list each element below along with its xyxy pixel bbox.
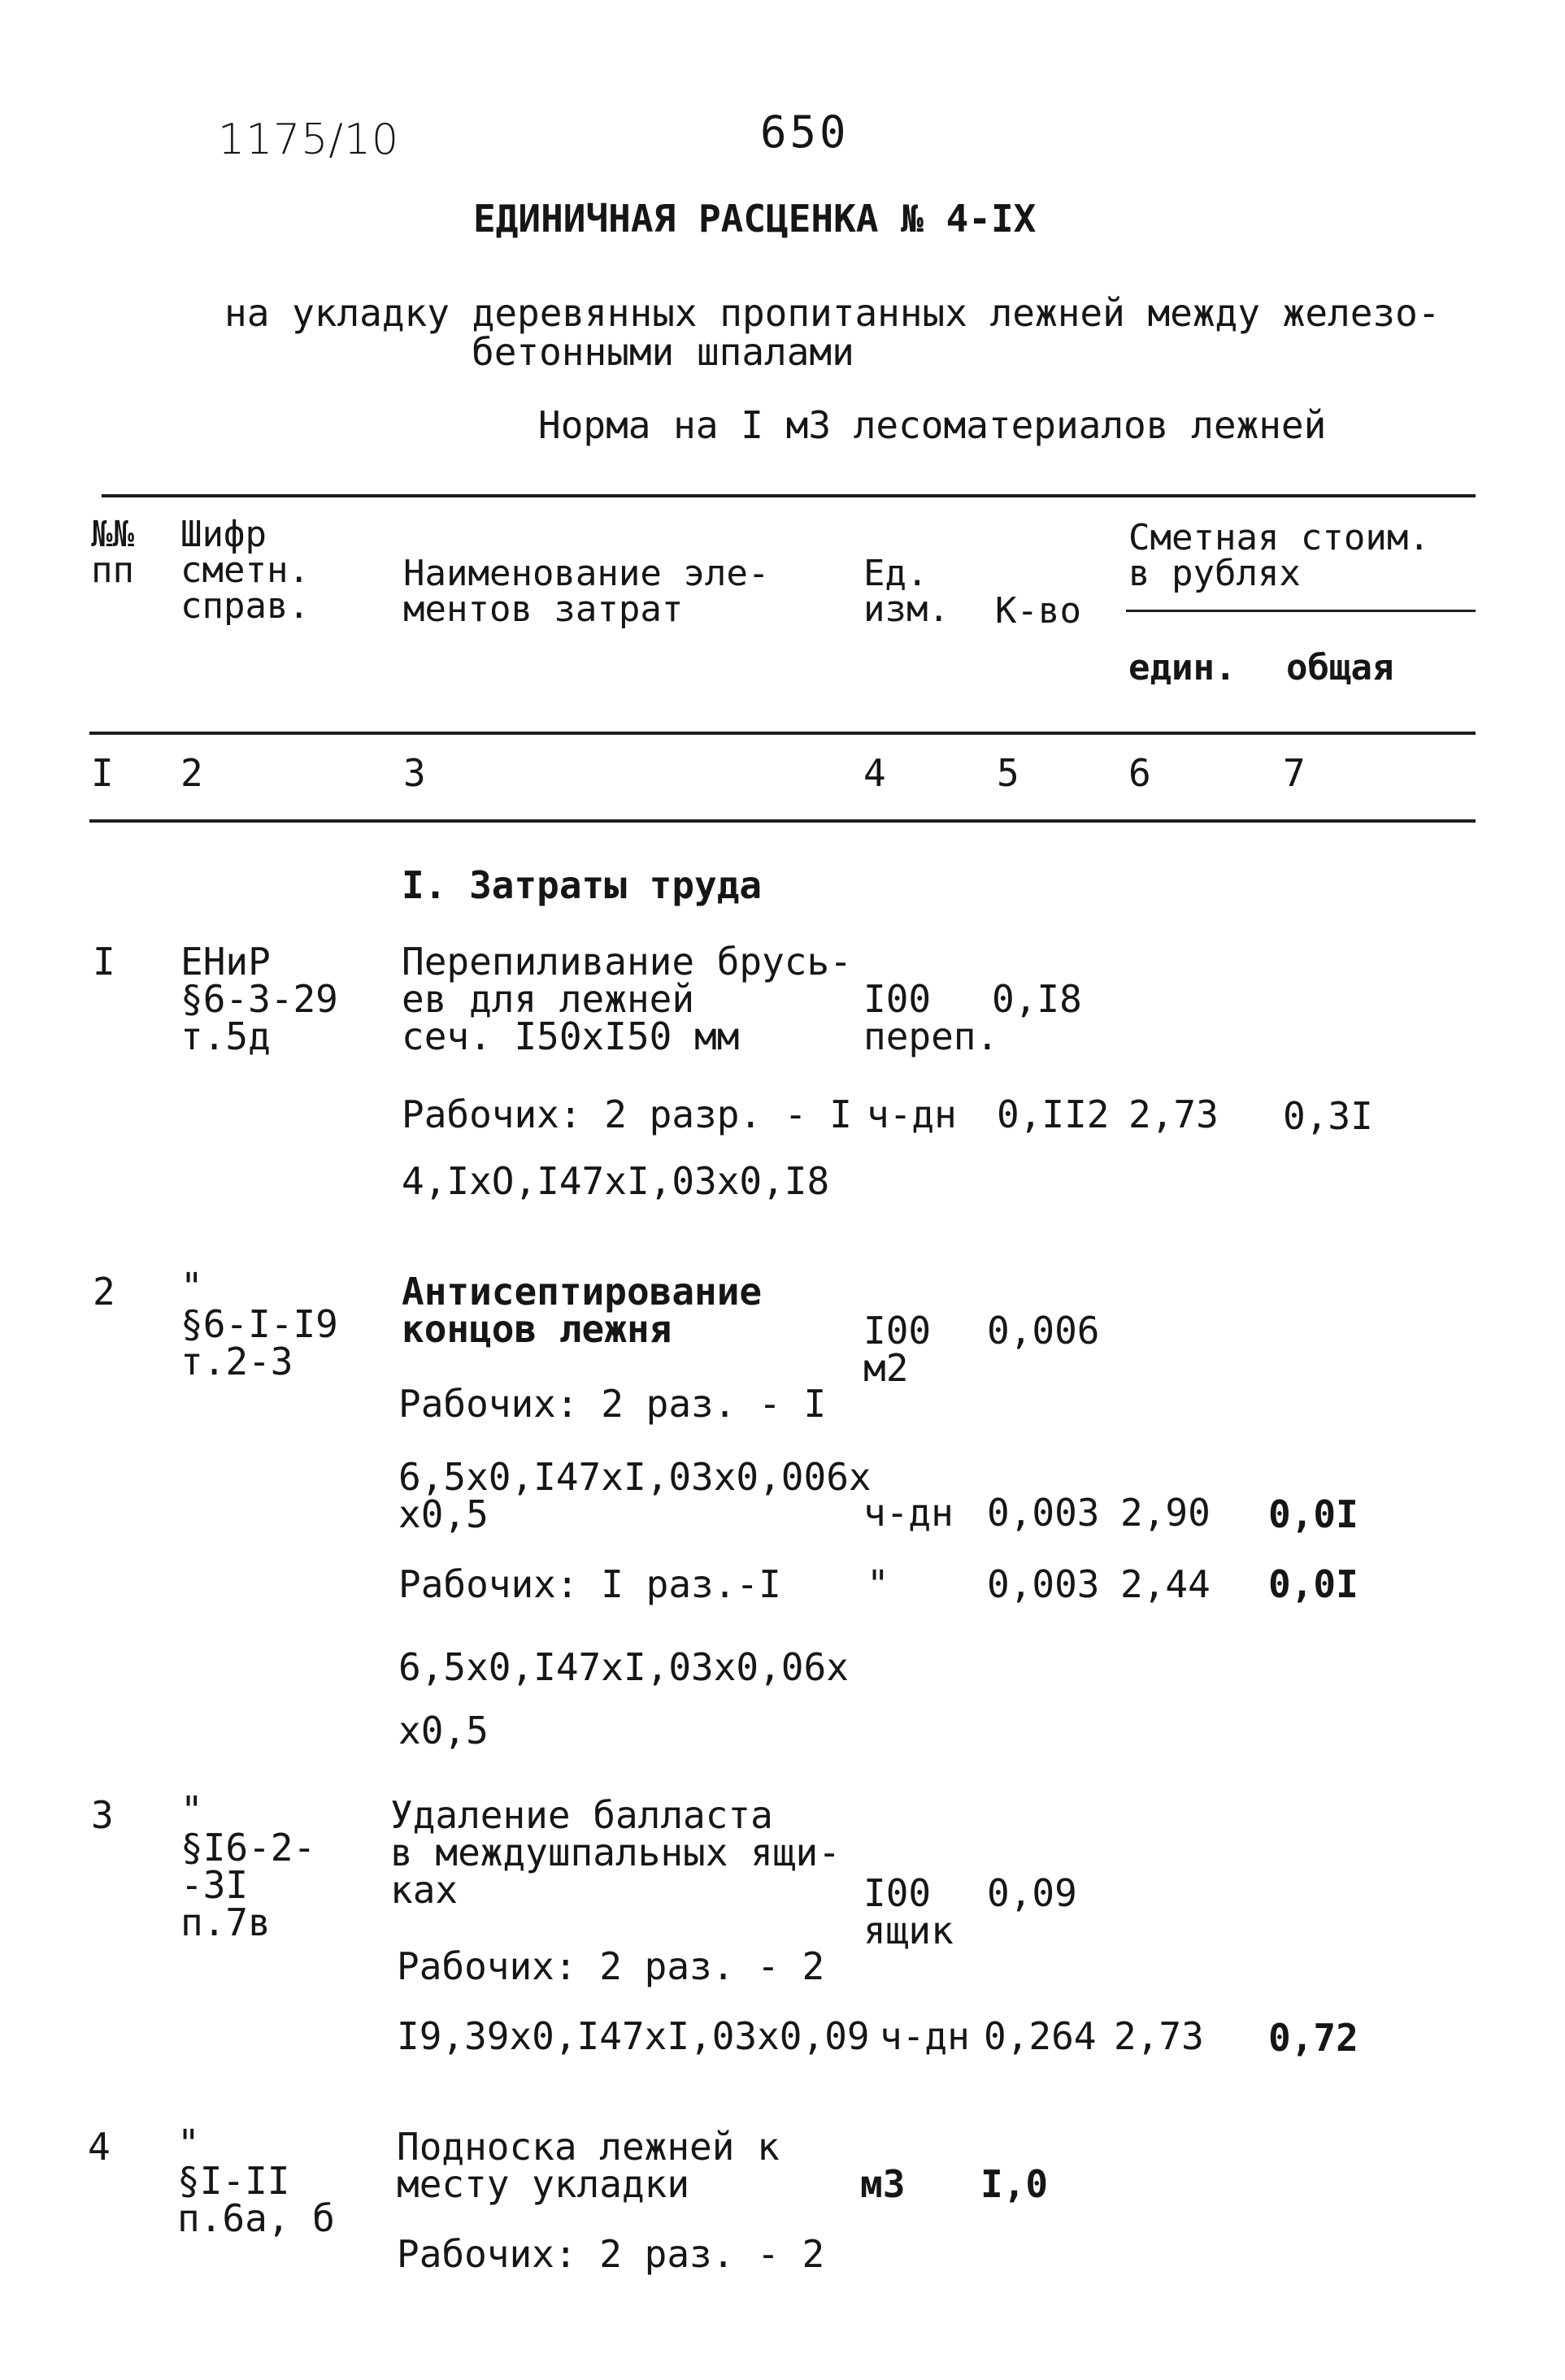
- col-number: 7: [1283, 751, 1306, 795]
- formula-qty: 0,003: [987, 1491, 1100, 1535]
- col-number: 4: [863, 751, 886, 795]
- item-unit: I00 переп.: [863, 977, 999, 1058]
- formula: I9,39x0,I47xI,03x0,09: [397, 2014, 870, 2058]
- worker-line: Рабочих: 2 разр. - I: [402, 1092, 852, 1136]
- header-qty: К-во: [995, 590, 1081, 632]
- norm-line: Норма на I м3 лесоматериалов лежней: [538, 403, 1327, 447]
- formula-total: 0,72: [1268, 2016, 1359, 2060]
- worker-line: Рабочих: 2 раз. - I: [398, 1382, 827, 1426]
- handwritten-code: 1175/10: [218, 115, 400, 164]
- item-num: I: [93, 940, 115, 984]
- item-num: 3: [91, 1793, 114, 1837]
- item-name: Подноска лежней к месту укладки: [397, 2125, 780, 2206]
- item-num: 4: [88, 2125, 111, 2169]
- worker-qty: 0,003: [987, 1562, 1100, 1606]
- item-name: Антисептирование концов лежня: [402, 1270, 763, 1351]
- formula-unit: ч-дн: [880, 2014, 970, 2058]
- formula-total: 0,0I: [1268, 1492, 1359, 1536]
- header-cost-unit: един.: [1128, 647, 1237, 688]
- item-code: " §I6-2- -3I п.7в: [180, 1788, 316, 1944]
- item-unit: м3: [860, 2162, 906, 2206]
- header-bottom-rule: [89, 732, 1476, 735]
- page-number: 650: [760, 106, 850, 158]
- col-numbers-rule: [89, 819, 1476, 823]
- col-number: 3: [403, 751, 426, 795]
- item-qty: 0,006: [987, 1309, 1100, 1353]
- item-name: Удаление балласта в междушпальных ящи- ках: [390, 1793, 841, 1912]
- item-num: 2: [93, 1270, 115, 1314]
- col-number: 2: [180, 751, 203, 795]
- worker-total: 0,0I: [1268, 1562, 1359, 1606]
- formula-qty: 0,264: [984, 2014, 1097, 2058]
- formula-price: 2,73: [1114, 2014, 1204, 2058]
- section-heading: I. Затраты труда: [402, 863, 763, 907]
- cost-group-rule: [1126, 610, 1476, 612]
- item-code: " §6-I-I9 т.2-3: [180, 1265, 338, 1383]
- ditto-mark: ": [867, 1562, 889, 1606]
- item-name: Перепиливание брусь- ев для лежней сеч. I50xI50 мм: [402, 940, 852, 1058]
- worker-qty: 0,II2: [997, 1092, 1110, 1136]
- formula-unit: ч-дн: [863, 1491, 954, 1535]
- formula: 4,IxO,I47xI,03x0,I8: [402, 1159, 830, 1203]
- header-num: №№ пп: [91, 514, 134, 591]
- formula: 6,5x0,I47xI,03x0,06x x0,5: [398, 1645, 849, 1753]
- formula: 6,5x0,I47xI,03x0,006x x0,5: [398, 1455, 872, 1536]
- col-number: 5: [997, 751, 1019, 795]
- worker-price: 2,73: [1128, 1092, 1219, 1136]
- worker-line: Рабочих: 2 раз. - 2: [397, 1944, 825, 1988]
- subtitle-line-1: на укладку деревянных пропитанных лежней между железо-: [224, 291, 1441, 335]
- item-code: ЕНиР §6-3-29 т.5д: [180, 940, 338, 1058]
- item-unit: I00 м2: [863, 1309, 932, 1390]
- header-cost-group: Сметная стоим. в рублях: [1128, 517, 1430, 594]
- worker-total: 0,3I: [1283, 1094, 1373, 1138]
- item-code: " §I-II п.6а, б: [177, 2122, 335, 2240]
- worker-line: Рабочих: 2 раз. - 2: [397, 2232, 825, 2276]
- worker-line: Рабочих: I раз.-I: [398, 1562, 781, 1606]
- document-title: ЕДИНИЧНАЯ РАСЦЕНКА № 4-IX: [473, 197, 1037, 241]
- header-code: Шифр сметн. справ.: [180, 514, 310, 627]
- subtitle-line-2: бетонными шпалами: [472, 330, 854, 374]
- item-unit: I00 ящик: [863, 1871, 954, 1952]
- table-top-rule: [102, 494, 1476, 497]
- item-qty: 0,09: [987, 1871, 1077, 1915]
- header-name: Наименование эле- ментов затрат: [403, 553, 770, 630]
- header-cost-total: общая: [1286, 647, 1394, 688]
- item-qty: I,0: [980, 2162, 1049, 2206]
- item-qty: 0,I8: [992, 977, 1082, 1021]
- formula-price: 2,90: [1120, 1491, 1211, 1535]
- col-number: I: [91, 751, 114, 795]
- worker-price: 2,44: [1120, 1562, 1211, 1606]
- header-unit: Ед. изм.: [863, 553, 950, 630]
- col-number: 6: [1128, 751, 1151, 795]
- worker-unit: ч-дн: [867, 1092, 957, 1136]
